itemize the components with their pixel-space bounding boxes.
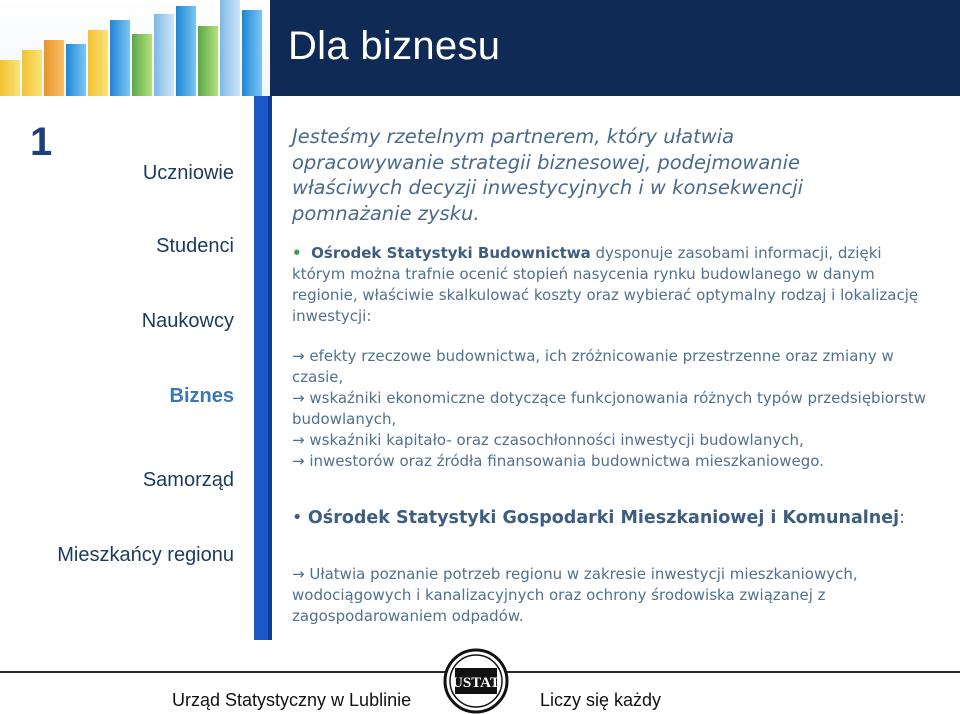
header-chart-illustration <box>0 0 272 96</box>
logo-lettering: USTAT <box>452 675 500 691</box>
list-item: → wskaźniki ekonomiczne dotyczące funkcjonowania różnych typów przedsiębiorstw budowlanych, <box>292 389 927 428</box>
bar-chart-decoration-icon <box>0 0 272 96</box>
arrow-right-icon: → <box>292 565 305 583</box>
slide-number: 1 <box>30 120 53 164</box>
ustat-logo <box>441 648 511 714</box>
intro-text: Jesteśmy rzetelnym partnerem, który ułatwia opracowywanie strategii biznesowej, podejmowanie właściwych decyzji inwestycyjnych i w konsekwencji pomnażanie zysku. <box>292 125 804 225</box>
section-gospodarka-mieszkaniowa: • Ośrodek Statystyki Gospodarki Mieszkaniowej i Komunalnej: <box>292 508 905 528</box>
nav-item-samorzad[interactable]: Samorząd <box>142 469 234 491</box>
footer-slogan: Liczy się każdy <box>540 690 662 710</box>
arrow-right-icon: → <box>292 347 305 365</box>
nav-item-biznes[interactable]: Biznes <box>169 385 234 407</box>
section-budownictwo-name: Ośrodek Statystyki Budownictwa <box>311 244 591 262</box>
arrow-right-icon: → <box>292 389 305 407</box>
ustat-logo-icon <box>441 648 511 714</box>
nav-item-naukowcy[interactable]: Naukowcy <box>141 310 234 332</box>
page-title: Dla biznesu <box>288 24 501 68</box>
footer-organization: Urząd Statystyczny w Lublinie <box>172 690 412 710</box>
section-budownictwo <box>292 243 932 327</box>
budownictwo-list <box>292 346 932 472</box>
nav-item-mieszkancy-regionu[interactable]: Mieszkańcy regionu <box>57 544 234 566</box>
section-gospodarka-name: Ośrodek Statystyki Gospodarki Mieszkaniowej i Komunalnej <box>307 508 900 528</box>
list-item: → efekty rzeczowe budownictwa, ich zróżnicowanie przestrzenne oraz zmiany w czasie, <box>292 347 894 386</box>
nav-item-uczniowie[interactable]: Uczniowie <box>142 162 234 184</box>
arrow-right-icon: → <box>292 452 305 470</box>
list-item: → Ułatwia poznanie potrzeb regionu w zakresie inwestycji mieszkaniowych, wodociągowych i kanalizacyjnych oraz ochrony środowiska związanej z zagospodarowaniem odpadów. <box>292 565 858 625</box>
bullet-dot: • <box>292 508 303 528</box>
list-item: → wskaźniki kapitało- oraz czasochłonności inwestycji budowlanych, <box>292 431 804 449</box>
gospodarka-list <box>292 564 932 627</box>
arrow-right-icon: → <box>292 431 305 449</box>
sidebar-stripe-shadow <box>268 96 272 640</box>
section-budownictwo-text: dysponuje zasobami informacji, dzięki którym można trafnie ocenić stopień nasycenia rynku budowlanego w danym regionie, właściwie skalkulować koszty oraz wybierać optymalny rodzaj i lokalizację inwestycji: <box>292 244 919 325</box>
bullet-dot: • <box>292 244 302 262</box>
nav-item-studenci[interactable]: Studenci <box>156 235 234 257</box>
list-item: → inwestorów oraz źródła finansowania budownictwa mieszkaniowego. <box>292 452 824 470</box>
